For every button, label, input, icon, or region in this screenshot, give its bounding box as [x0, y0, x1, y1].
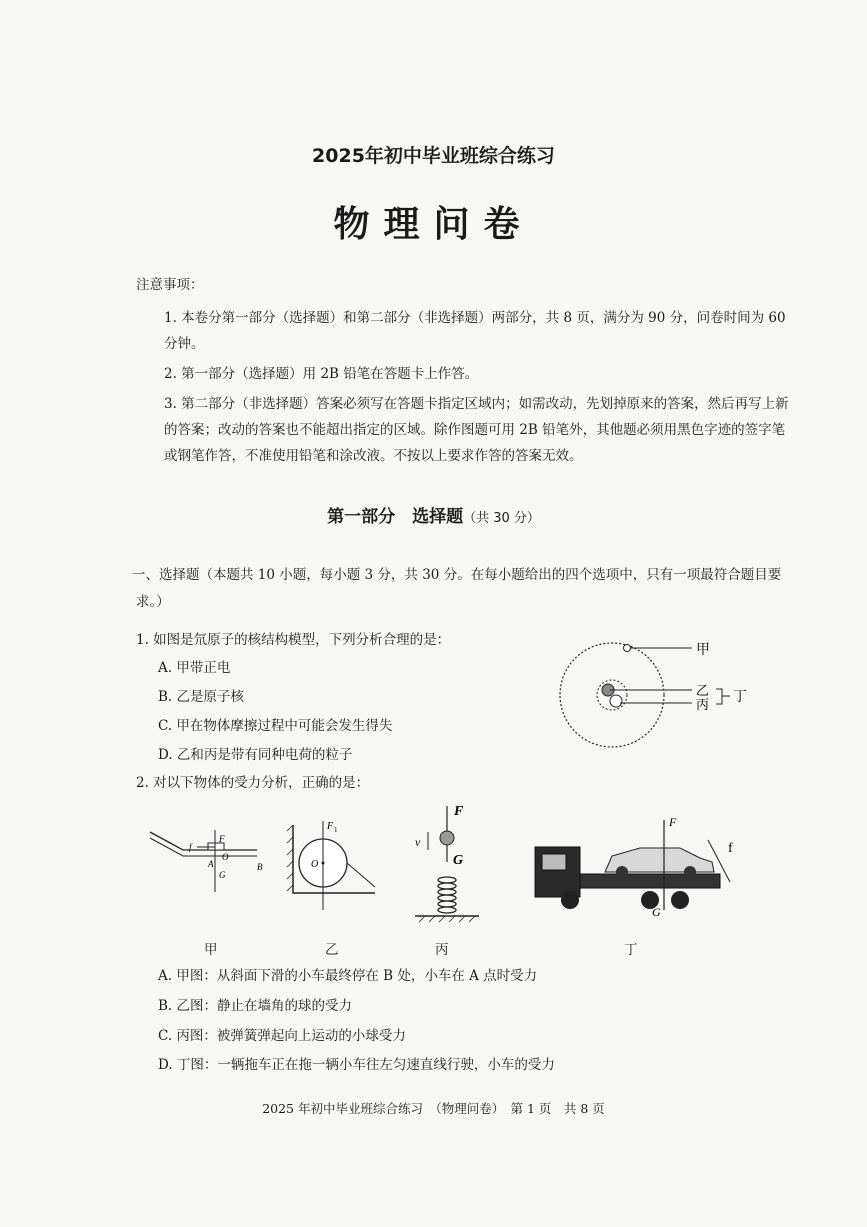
page-footer: 2025 年初中毕业班综合练习 （物理问卷） 第 1 页 共 8 页	[262, 1101, 605, 1116]
q1-stem: 1. 如图是氘原子的核结构模型，下列分析合理的是：	[136, 632, 451, 648]
label-G: G	[219, 870, 226, 880]
neutron-particle	[610, 695, 622, 707]
ground-hatching	[419, 916, 475, 922]
wall-hatching	[287, 825, 293, 891]
q1-option-b: B. 乙是原子核	[158, 689, 245, 705]
atom-model-figure	[550, 635, 760, 765]
figure-bing-spring-ball	[405, 800, 495, 930]
q1-option-c: C. 甲在物体摩擦过程中可能会发生得失	[158, 718, 393, 734]
label-B: B	[257, 862, 263, 872]
mc-intro: 一、选择题（本题共 10 小题，每小题 3 分，共 30 分。在每小题给出的四个选项中，只有一项最符合题目要求。）	[132, 567, 782, 610]
label-G-ding: G	[652, 905, 661, 919]
exam-subtitle: 2025年初中毕业班综合练习	[312, 145, 555, 167]
exam-title: 物理问卷	[333, 203, 534, 245]
caption-bing: 丙	[435, 942, 449, 958]
label-A: A	[208, 859, 214, 869]
truck-bed	[580, 874, 720, 888]
caption-yi: 乙	[325, 942, 339, 958]
truck-window	[542, 854, 566, 870]
label-G-bing: G	[453, 853, 464, 868]
electron-particle	[624, 645, 631, 652]
figure-ding-tow-truck	[530, 812, 750, 922]
bracket-ding	[716, 689, 730, 704]
label-F1: F	[327, 821, 334, 832]
q2-option-a: A. 甲图：从斜面下滑的小车最终停在 B 处，小车在 A 点时受力	[158, 968, 538, 984]
section-score: （共 30 分）	[463, 511, 540, 526]
label-F: F	[219, 834, 225, 844]
label-F-ding: F	[669, 815, 677, 829]
figure-yi-ball-corner	[285, 815, 395, 915]
label-F-bing: F	[454, 804, 464, 819]
truck-wheel-front	[561, 891, 579, 909]
label-v: v	[415, 835, 421, 849]
notes-heading: 注意事项：	[136, 277, 204, 293]
section-title: 第一部分 选择题	[327, 507, 464, 527]
label-bing: 丙	[696, 697, 710, 712]
q2-option-c: C. 丙图：被弹簧弹起向上运动的小球受力	[158, 1028, 406, 1044]
caption-jia: 甲	[204, 942, 218, 958]
label-ding: 丁	[733, 690, 747, 705]
label-yi: 乙	[696, 683, 710, 698]
q2-option-b: B. 乙图：静止在墙角的球的受力	[158, 998, 353, 1014]
q1-option-d: D. 乙和丙是带有同种电荷的粒子	[158, 747, 353, 763]
truck-wheel-rear	[671, 891, 689, 909]
label-f: f	[189, 842, 192, 852]
label-O-yi: O	[311, 859, 319, 870]
q2-option-d: D. 丁图：一辆拖车正在拖一辆小车往左匀速直线行驶，小车的受力	[158, 1057, 555, 1073]
q1-option-a: A. 甲带正电	[158, 660, 231, 676]
spring-ball	[440, 831, 454, 845]
note-item-2: 2. 第一部分（选择题）用 2B 铅笔在答题卡上作答。	[164, 366, 479, 382]
section-heading	[0, 502, 867, 527]
label-f-ding: f	[728, 841, 733, 856]
label-jia: 甲	[696, 643, 710, 658]
car-wheel-rear	[684, 866, 696, 878]
note-item-1: 1. 本卷分第一部分（选择题）和第二部分（非选择题）两部分，共 8 页，满分为 90 分，问卷时间为 60 分钟。	[164, 310, 786, 352]
q2-stem: 2. 对以下物体的受力分析，正确的是：	[136, 775, 370, 791]
caption-ding: 丁	[624, 942, 638, 958]
figure-jia-slope-cart	[145, 830, 275, 900]
car-wheel-front	[616, 866, 628, 878]
push-force-line	[347, 863, 375, 887]
label-F1-sub: 1	[334, 826, 338, 834]
spring-coil	[438, 877, 456, 913]
note-item-3: 3. 第二部分（非选择题）答案必须写在答题卡指定区域内；如需改动，先划掉原来的答案，然后再写上新的答案；改动的答案也不能超出指定的区域。除作图题可用 2B 铅笔外，其他题必须用黑色字迹的签字笔或钢笔作答，不准使用铅笔和涂改液。不按以上要求作答的答案无效。	[164, 396, 789, 464]
label-O: O	[222, 852, 229, 862]
